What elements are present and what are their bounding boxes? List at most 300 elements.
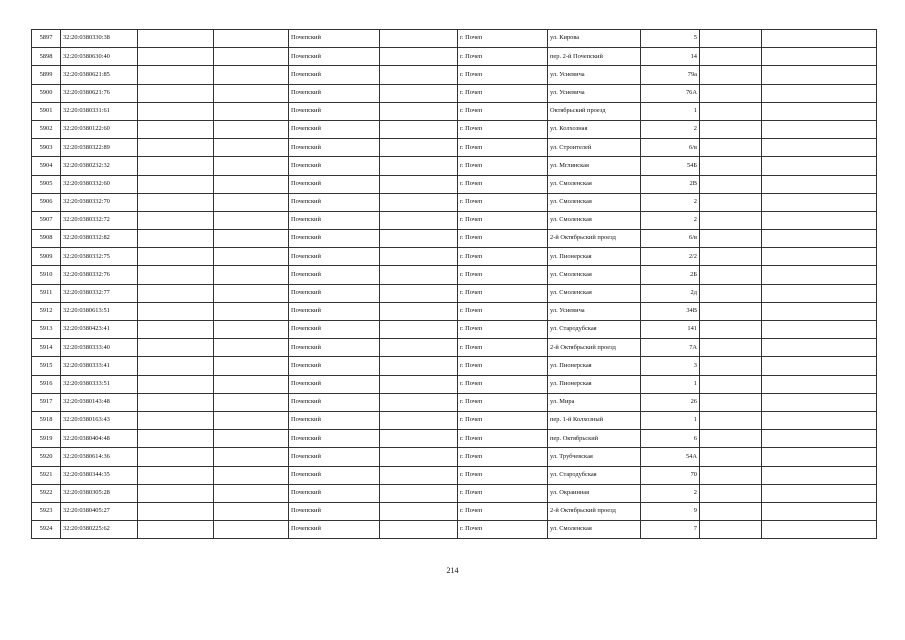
empty-cell xyxy=(762,175,877,193)
row-number-cell: 5921 xyxy=(32,466,61,484)
district-cell: Почепский xyxy=(289,211,380,229)
cadastral-number-cell: 32:20:0380163:43 xyxy=(61,411,138,429)
empty-cell xyxy=(380,502,458,520)
district-cell: Почепский xyxy=(289,175,380,193)
row-number-cell: 5923 xyxy=(32,502,61,520)
empty-cell xyxy=(762,102,877,120)
district-cell: Почепский xyxy=(289,248,380,266)
row-number-cell: 5906 xyxy=(32,193,61,211)
empty-cell xyxy=(214,66,289,84)
cadastral-number-cell: 32:20:0380305:28 xyxy=(61,484,138,502)
cadastral-number-cell: 32:20:0380332:77 xyxy=(61,284,138,302)
empty-cell xyxy=(138,339,214,357)
street-cell: ул. Усиевича xyxy=(548,302,641,320)
table-row xyxy=(32,30,877,48)
city-cell: г. Почеп xyxy=(458,266,548,284)
cadastral-number-cell: 32:20:0380332:60 xyxy=(61,175,138,193)
empty-cell xyxy=(138,157,214,175)
empty-cell xyxy=(214,302,289,320)
empty-cell xyxy=(700,84,762,102)
table-row xyxy=(32,175,877,193)
house-number-cell: 34В xyxy=(641,302,700,320)
cadastral-number-cell: 32:20:0380332:82 xyxy=(61,230,138,248)
empty-cell xyxy=(380,84,458,102)
empty-cell xyxy=(700,321,762,339)
empty-cell xyxy=(138,321,214,339)
row-number-cell: 5905 xyxy=(32,175,61,193)
empty-cell xyxy=(214,375,289,393)
street-cell: ул. Стародубская xyxy=(548,321,641,339)
empty-cell xyxy=(700,30,762,48)
empty-cell xyxy=(138,230,214,248)
empty-cell xyxy=(214,230,289,248)
empty-cell xyxy=(214,157,289,175)
empty-cell xyxy=(138,448,214,466)
district-cell: Почепский xyxy=(289,321,380,339)
empty-cell xyxy=(700,484,762,502)
street-cell: ул. Трубчевская xyxy=(548,448,641,466)
row-number-cell: 5918 xyxy=(32,411,61,429)
cadastral-number-cell: 32:20:0380225:62 xyxy=(61,521,138,539)
empty-cell xyxy=(700,230,762,248)
empty-cell xyxy=(214,321,289,339)
empty-cell xyxy=(380,193,458,211)
city-cell: г. Почеп xyxy=(458,66,548,84)
empty-cell xyxy=(214,484,289,502)
cadastral-number-cell: 32:20:0380344:35 xyxy=(61,466,138,484)
street-cell: ул. Смоленская xyxy=(548,211,641,229)
district-cell: Почепский xyxy=(289,302,380,320)
table-row xyxy=(32,321,877,339)
row-number-cell: 5922 xyxy=(32,484,61,502)
empty-cell xyxy=(762,375,877,393)
street-cell: ул. Смоленская xyxy=(548,266,641,284)
table-row xyxy=(32,466,877,484)
city-cell: г. Почеп xyxy=(458,430,548,448)
empty-cell xyxy=(762,84,877,102)
table-row xyxy=(32,139,877,157)
row-number-cell: 5920 xyxy=(32,448,61,466)
empty-cell xyxy=(214,266,289,284)
table-row xyxy=(32,411,877,429)
district-cell: Почепский xyxy=(289,30,380,48)
empty-cell xyxy=(762,484,877,502)
city-cell: г. Почеп xyxy=(458,30,548,48)
empty-cell xyxy=(380,248,458,266)
district-cell: Почепский xyxy=(289,430,380,448)
empty-cell xyxy=(214,521,289,539)
street-cell: ул. Кирова xyxy=(548,30,641,48)
house-number-cell: 2д xyxy=(641,284,700,302)
empty-cell xyxy=(380,411,458,429)
district-cell: Почепский xyxy=(289,411,380,429)
house-number-cell: 2 xyxy=(641,211,700,229)
empty-cell xyxy=(138,302,214,320)
table-row xyxy=(32,248,877,266)
house-number-cell: 2/2 xyxy=(641,248,700,266)
empty-cell xyxy=(138,102,214,120)
empty-cell xyxy=(762,357,877,375)
row-number-cell: 5897 xyxy=(32,30,61,48)
cadastral-number-cell: 32:20:0380614:36 xyxy=(61,448,138,466)
street-cell: ул. Стародубская xyxy=(548,466,641,484)
empty-cell xyxy=(214,84,289,102)
house-number-cell: 7 xyxy=(641,521,700,539)
empty-cell xyxy=(700,375,762,393)
empty-cell xyxy=(380,339,458,357)
house-number-cell: 7А xyxy=(641,339,700,357)
street-cell: ул. Усиевича xyxy=(548,66,641,84)
city-cell: г. Почеп xyxy=(458,357,548,375)
district-cell: Почепский xyxy=(289,521,380,539)
table-row xyxy=(32,48,877,66)
empty-cell xyxy=(700,175,762,193)
city-cell: г. Почеп xyxy=(458,248,548,266)
empty-cell xyxy=(380,393,458,411)
empty-cell xyxy=(214,30,289,48)
house-number-cell: 141 xyxy=(641,321,700,339)
street-cell: 2-й Октябрьский проезд xyxy=(548,339,641,357)
empty-cell xyxy=(380,175,458,193)
empty-cell xyxy=(700,48,762,66)
cadastral-number-cell: 32:20:0380331:61 xyxy=(61,102,138,120)
house-number-cell: 3 xyxy=(641,357,700,375)
cadastral-number-cell: 32:20:0380613:51 xyxy=(61,302,138,320)
empty-cell xyxy=(762,430,877,448)
empty-cell xyxy=(380,357,458,375)
empty-cell xyxy=(700,430,762,448)
empty-cell xyxy=(700,120,762,138)
city-cell: г. Почеп xyxy=(458,375,548,393)
empty-cell xyxy=(762,139,877,157)
table-row xyxy=(32,430,877,448)
empty-cell xyxy=(700,284,762,302)
street-cell: ул. Строителей xyxy=(548,139,641,157)
district-cell: Почепский xyxy=(289,266,380,284)
empty-cell xyxy=(380,466,458,484)
row-number-cell: 5909 xyxy=(32,248,61,266)
row-number-cell: 5919 xyxy=(32,430,61,448)
empty-cell xyxy=(214,284,289,302)
city-cell: г. Почеп xyxy=(458,157,548,175)
city-cell: г. Почеп xyxy=(458,120,548,138)
city-cell: г. Почеп xyxy=(458,502,548,520)
empty-cell xyxy=(380,521,458,539)
city-cell: г. Почеп xyxy=(458,466,548,484)
empty-cell xyxy=(380,102,458,120)
table-row xyxy=(32,230,877,248)
empty-cell xyxy=(380,448,458,466)
row-number-cell: 5904 xyxy=(32,157,61,175)
row-number-cell: 5917 xyxy=(32,393,61,411)
row-number-cell: 5907 xyxy=(32,211,61,229)
table-row xyxy=(32,357,877,375)
empty-cell xyxy=(138,375,214,393)
empty-cell xyxy=(214,248,289,266)
district-cell: Почепский xyxy=(289,193,380,211)
district-cell: Почепский xyxy=(289,139,380,157)
cadastral-number-cell: 32:20:0380332:70 xyxy=(61,193,138,211)
empty-cell xyxy=(380,139,458,157)
table-row xyxy=(32,284,877,302)
empty-cell xyxy=(762,521,877,539)
city-cell: г. Почеп xyxy=(458,193,548,211)
empty-cell xyxy=(380,266,458,284)
empty-cell xyxy=(700,266,762,284)
cadastral-number-cell: 32:20:0380333:51 xyxy=(61,375,138,393)
cadastral-number-cell: 32:20:0380143:48 xyxy=(61,393,138,411)
empty-cell xyxy=(380,430,458,448)
street-cell: Октябрьский проезд xyxy=(548,102,641,120)
district-cell: Почепский xyxy=(289,157,380,175)
empty-cell xyxy=(762,411,877,429)
street-cell: пер. 2-й Почепский xyxy=(548,48,641,66)
street-cell: ул. Смоленская xyxy=(548,193,641,211)
empty-cell xyxy=(214,102,289,120)
table-row xyxy=(32,211,877,229)
row-number-cell: 5899 xyxy=(32,66,61,84)
house-number-cell: 2 xyxy=(641,484,700,502)
table-row xyxy=(32,266,877,284)
empty-cell xyxy=(138,84,214,102)
city-cell: г. Почеп xyxy=(458,284,548,302)
district-cell: Почепский xyxy=(289,466,380,484)
empty-cell xyxy=(762,211,877,229)
page-number: 214 xyxy=(446,566,459,575)
house-number-cell: 14 xyxy=(641,48,700,66)
empty-cell xyxy=(214,48,289,66)
cadastral-number-cell: 32:20:0380330:38 xyxy=(61,30,138,48)
empty-cell xyxy=(380,157,458,175)
house-number-cell: 2В xyxy=(641,175,700,193)
city-cell: г. Почеп xyxy=(458,393,548,411)
empty-cell xyxy=(700,211,762,229)
empty-cell xyxy=(380,48,458,66)
table-row xyxy=(32,302,877,320)
street-cell: ул. Окраинная xyxy=(548,484,641,502)
row-number-cell: 5910 xyxy=(32,266,61,284)
house-number-cell: 79а xyxy=(641,66,700,84)
house-number-cell: 2Б xyxy=(641,266,700,284)
row-number-cell: 5911 xyxy=(32,284,61,302)
cadastral-number-cell: 32:20:0380404:48 xyxy=(61,430,138,448)
city-cell: г. Почеп xyxy=(458,102,548,120)
empty-cell xyxy=(214,120,289,138)
cadastral-number-cell: 32:20:0380630:40 xyxy=(61,48,138,66)
empty-cell xyxy=(138,466,214,484)
empty-cell xyxy=(380,484,458,502)
empty-cell xyxy=(700,302,762,320)
district-cell: Почепский xyxy=(289,120,380,138)
empty-cell xyxy=(214,393,289,411)
empty-cell xyxy=(762,30,877,48)
empty-cell xyxy=(700,193,762,211)
district-cell: Почепский xyxy=(289,484,380,502)
empty-cell xyxy=(700,66,762,84)
empty-cell xyxy=(138,175,214,193)
table-row xyxy=(32,484,877,502)
house-number-cell: 1 xyxy=(641,375,700,393)
table-row xyxy=(32,193,877,211)
empty-cell xyxy=(700,502,762,520)
district-cell: Почепский xyxy=(289,357,380,375)
table-row xyxy=(32,393,877,411)
cadastral-number-cell: 32:20:0380122:60 xyxy=(61,120,138,138)
street-cell: ул. Смоленская xyxy=(548,175,641,193)
street-cell: ул. Пионерская xyxy=(548,248,641,266)
city-cell: г. Почеп xyxy=(458,230,548,248)
table-row xyxy=(32,66,877,84)
city-cell: г. Почеп xyxy=(458,84,548,102)
empty-cell xyxy=(762,193,877,211)
empty-cell xyxy=(380,211,458,229)
house-number-cell: 54Б xyxy=(641,157,700,175)
table-row xyxy=(32,84,877,102)
empty-cell xyxy=(214,357,289,375)
row-number-cell: 5908 xyxy=(32,230,61,248)
empty-cell xyxy=(138,393,214,411)
house-number-cell: 6/в xyxy=(641,230,700,248)
empty-cell xyxy=(380,284,458,302)
empty-cell xyxy=(762,248,877,266)
row-number-cell: 5912 xyxy=(32,302,61,320)
empty-cell xyxy=(380,321,458,339)
city-cell: г. Почеп xyxy=(458,211,548,229)
district-cell: Почепский xyxy=(289,230,380,248)
district-cell: Почепский xyxy=(289,393,380,411)
empty-cell xyxy=(762,302,877,320)
empty-cell xyxy=(214,502,289,520)
empty-cell xyxy=(138,430,214,448)
table-row xyxy=(32,448,877,466)
row-number-cell: 5914 xyxy=(32,339,61,357)
street-cell: ул. Смоленская xyxy=(548,521,641,539)
district-cell: Почепский xyxy=(289,48,380,66)
empty-cell xyxy=(700,248,762,266)
table-row xyxy=(32,502,877,520)
empty-cell xyxy=(138,66,214,84)
cadastral-number-cell: 32:20:0380232:32 xyxy=(61,157,138,175)
empty-cell xyxy=(700,157,762,175)
district-cell: Почепский xyxy=(289,66,380,84)
empty-cell xyxy=(380,302,458,320)
city-cell: г. Почеп xyxy=(458,321,548,339)
row-number-cell: 5915 xyxy=(32,357,61,375)
house-number-cell: 1 xyxy=(641,102,700,120)
empty-cell xyxy=(138,139,214,157)
street-cell: ул. Пионерская xyxy=(548,375,641,393)
row-number-cell: 5900 xyxy=(32,84,61,102)
empty-cell xyxy=(762,466,877,484)
table-row xyxy=(32,339,877,357)
empty-cell xyxy=(700,411,762,429)
empty-cell xyxy=(762,321,877,339)
district-cell: Почепский xyxy=(289,339,380,357)
empty-cell xyxy=(762,266,877,284)
empty-cell xyxy=(138,30,214,48)
district-cell: Почепский xyxy=(289,284,380,302)
row-number-cell: 5903 xyxy=(32,139,61,157)
district-cell: Почепский xyxy=(289,375,380,393)
cadastral-number-cell: 32:20:0380621:85 xyxy=(61,66,138,84)
cadastral-number-cell: 32:20:0380333:40 xyxy=(61,339,138,357)
empty-cell xyxy=(700,521,762,539)
table-row xyxy=(32,375,877,393)
house-number-cell: 5 xyxy=(641,30,700,48)
empty-cell xyxy=(138,248,214,266)
cadastral-number-cell: 32:20:0380621:76 xyxy=(61,84,138,102)
table-row xyxy=(32,120,877,138)
empty-cell xyxy=(762,284,877,302)
empty-cell xyxy=(138,484,214,502)
table-row xyxy=(32,157,877,175)
empty-cell xyxy=(138,411,214,429)
empty-cell xyxy=(380,375,458,393)
house-number-cell: 9 xyxy=(641,502,700,520)
row-number-cell: 5924 xyxy=(32,521,61,539)
empty-cell xyxy=(762,120,877,138)
cadastral-number-cell: 32:20:0380423:41 xyxy=(61,321,138,339)
district-cell: Почепский xyxy=(289,502,380,520)
empty-cell xyxy=(214,139,289,157)
empty-cell xyxy=(214,466,289,484)
empty-cell xyxy=(700,448,762,466)
house-number-cell: 6/в xyxy=(641,139,700,157)
empty-cell xyxy=(138,266,214,284)
cadastral-number-cell: 32:20:0380322:89 xyxy=(61,139,138,157)
city-cell: г. Почеп xyxy=(458,411,548,429)
district-cell: Почепский xyxy=(289,448,380,466)
registry-table xyxy=(31,29,877,539)
street-cell: ул. Усиевича xyxy=(548,84,641,102)
empty-cell xyxy=(138,284,214,302)
empty-cell xyxy=(762,393,877,411)
house-number-cell: 26 xyxy=(641,393,700,411)
empty-cell xyxy=(700,466,762,484)
empty-cell xyxy=(214,175,289,193)
house-number-cell: 2 xyxy=(641,193,700,211)
street-cell: 2-й Октябрьский проезд xyxy=(548,502,641,520)
house-number-cell: 54А xyxy=(641,448,700,466)
empty-cell xyxy=(138,521,214,539)
empty-cell xyxy=(762,157,877,175)
empty-cell xyxy=(380,30,458,48)
district-cell: Почепский xyxy=(289,84,380,102)
city-cell: г. Почеп xyxy=(458,302,548,320)
city-cell: г. Почеп xyxy=(458,139,548,157)
city-cell: г. Почеп xyxy=(458,448,548,466)
cadastral-number-cell: 32:20:0380332:72 xyxy=(61,211,138,229)
street-cell: ул. Мира xyxy=(548,393,641,411)
registry-body xyxy=(32,30,877,539)
empty-cell xyxy=(762,230,877,248)
empty-cell xyxy=(138,48,214,66)
cadastral-number-cell: 32:20:0380333:41 xyxy=(61,357,138,375)
empty-cell xyxy=(762,502,877,520)
house-number-cell: 6 xyxy=(641,430,700,448)
district-cell: Почепский xyxy=(289,102,380,120)
empty-cell xyxy=(138,502,214,520)
empty-cell xyxy=(138,193,214,211)
empty-cell xyxy=(380,120,458,138)
empty-cell xyxy=(138,357,214,375)
empty-cell xyxy=(138,211,214,229)
table-row xyxy=(32,102,877,120)
empty-cell xyxy=(214,339,289,357)
city-cell: г. Почеп xyxy=(458,484,548,502)
empty-cell xyxy=(700,139,762,157)
city-cell: г. Почеп xyxy=(458,339,548,357)
